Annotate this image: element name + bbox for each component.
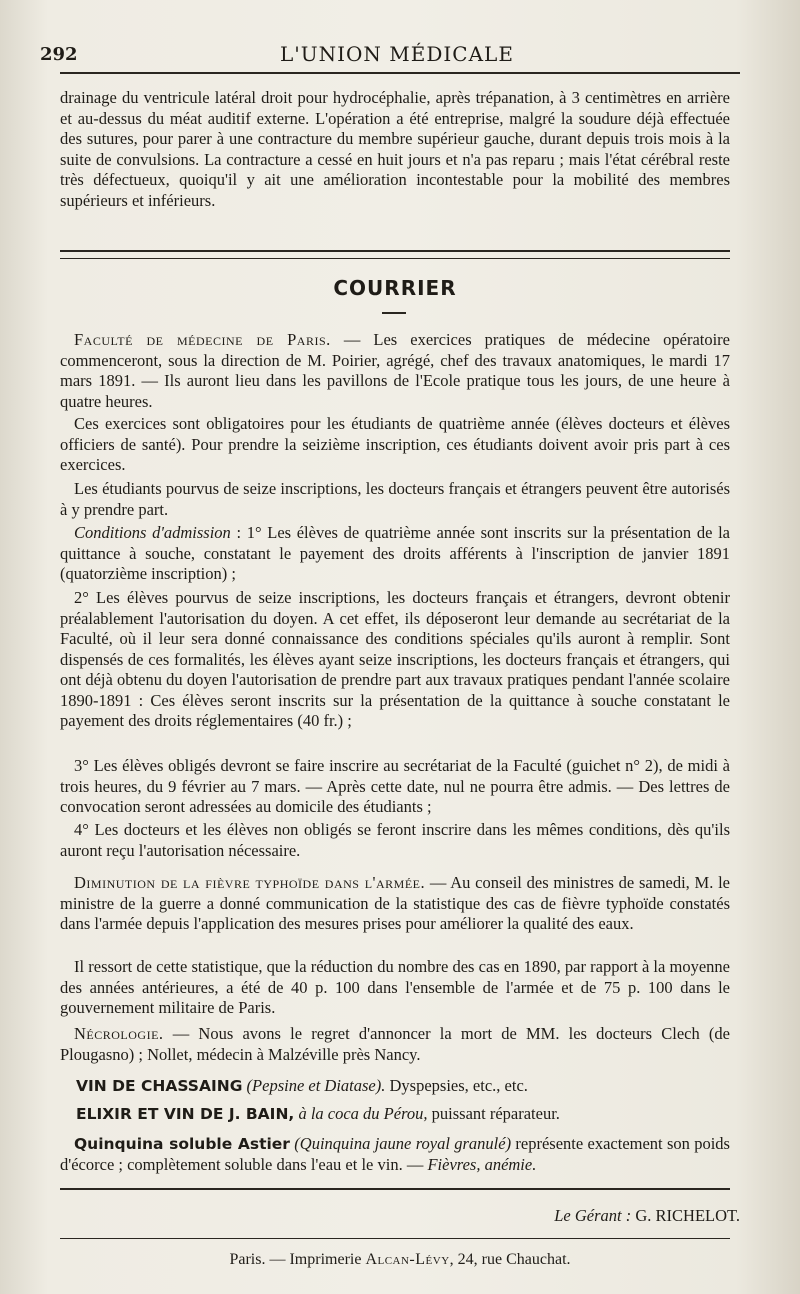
signature-name: G. RICHELOT.: [631, 1206, 740, 1225]
typhoide-text-1: — Au conseil des ministres de samedi, M. le ministre de la guerre a donné communication de la statistique des cas de fièvre typhoïde constatés dans l'armée depuis l'application des mesures prises pour améliorer la qualité des eaux.: [60, 873, 731, 933]
faculte-text-4: : 1° Les élèves de quatrième année sont inscrits sur la présentation de la quittance à souche, constatant le payement des droits afférents à l'inscription de janvier 1891 (quatorzième inscription) ;: [60, 523, 731, 583]
ad-chassaing-name: VIN DE CHASSAING: [76, 1077, 243, 1095]
ad-bain-italic: à la coca du Pérou,: [294, 1104, 428, 1123]
ad-bain-text: puissant réparateur.: [427, 1104, 560, 1123]
title-dash: [382, 312, 406, 314]
imprint-printer: Alcan-Lévy: [365, 1251, 450, 1268]
ad-bain-name: ELIXIR ET VIN DE J. BAIN,: [76, 1105, 295, 1123]
ad-astier-name: Quinquina soluble Astier: [74, 1135, 290, 1153]
ad-astier-italic: (Quinquina jaune royal granulé): [289, 1134, 512, 1153]
necrologie-heading: Nécrologie.: [74, 1024, 164, 1043]
page-number: 292: [40, 44, 78, 65]
faculte-paragraph-3: Les étudiants pourvus de seize inscriptions, les docteurs français et étrangers peuvent être autorisés à y prendre part.: [60, 479, 730, 519]
advertisement-chassaing: [76, 1076, 756, 1097]
faculte-heading: Faculté de médecine de Paris.: [74, 330, 331, 349]
header-rule: [60, 72, 740, 74]
faculte-paragraph-4: [60, 523, 730, 585]
running-title: L'UNION MÉDICALE: [280, 42, 514, 66]
imprint: [0, 1251, 800, 1269]
bottom-rule: [60, 1188, 730, 1190]
intro-paragraph: drainage du ventricule latéral droit pour hydrocéphalie, après trépanation, à 3 centimètres en arrière et au-dessus du méat auditif externe. L'opération a été entreprise, malgré la soudure déjà effectuée des sutures, pour parer à une contracture du membre supérieur gauche, durant depuis trois mois à la suite de convulsions. La contracture a cessé en huit jours et n'a pas reparu ; mais l'état cérébral reste très défectueux, quoiqu'il y ait une amélioration incontestable pour la mobilité des membres supérieurs et inférieurs.: [60, 88, 730, 210]
ad-astier-text: représente exactement son poids d'écorce ; complètement soluble dans l'eau et le vin. —: [60, 1134, 730, 1174]
faculte-paragraph-6: 3° Les élèves obligés devront se faire inscrire au secrétariat de la Faculté (guichet n° 2), de midi à trois heures, du 9 février au 7 mars. — Après cette date, nul ne pourra être admis. — Des lettres de convocation seront adressées au domicile des étudiants ;: [60, 756, 730, 816]
imprint-suffix: , 24, rue Chauchat.: [449, 1251, 571, 1268]
typhoide-heading: Diminution de la fièvre typhoïde dans l'armée.: [74, 873, 426, 892]
faculte-text-1: — Les exercices pratiques de médecine opératoire commenceront, sous la direction de M. Poirier, agrégé, chef des travaux anatomiques, le mardi 17 mars 1891. — Ils auront lieu dans les pavillons de l'Ecole pratique tous les jours, de une heure à quatre heures.: [60, 330, 730, 411]
advertisement-astier: [60, 1134, 730, 1175]
signature-label: Le Gérant :: [554, 1206, 632, 1225]
typhoide-paragraph-1: [60, 873, 730, 935]
advertisement-bain: [76, 1104, 756, 1125]
ad-chassaing-text: Dyspepsies, etc., etc.: [385, 1076, 528, 1095]
section-divider: [60, 250, 730, 259]
imprint-prefix: Paris. — Imprimerie: [229, 1251, 366, 1268]
necrologie-paragraph: [60, 1024, 730, 1065]
ad-astier-tail: Fièvres, anémie.: [427, 1154, 537, 1174]
faculte-paragraph-2: Ces exercices sont obligatoires pour les étudiants de quatrième année (élèves docteurs et élèves officiers de santé). Pour prendre la seizième inscription, ces étudiants doivent avoir pris part à ces exercices.: [60, 414, 730, 474]
conditions-label: Conditions d'admission: [74, 523, 231, 542]
faculte-paragraph-5: 2° Les élèves pourvus de seize inscriptions, les docteurs français et étrangers, devront obtenir préalablement l'autorisation du doyen. A cet effet, ils déposeront leur demande au secrétariat de la Faculté, où il leur sera donné connaissance des conditions spéciales qu'ils auront à remplir. Sont dispensés de ces formalités, les élèves ayant seize inscriptions, les docteurs français et étrangers, qui ont déjà obtenu du doyen l'autorisation de prendre part aux travaux pratiques pendant l'année scolaire 1890-1891 : Ces élèves seront inscrits sur la présentation de la quittance à souche constatant le payement des droits réglementaires (40 fr.) ;: [60, 588, 730, 730]
running-head: [40, 40, 720, 70]
signature: [460, 1206, 740, 1226]
necrologie-text: — Nous avons le regret d'annoncer la mort de MM. les docteurs Clech (de Plougasno) ; Nollet, médecin à Malzéville près Nancy.: [60, 1024, 730, 1064]
ad-chassaing-italic: (Pepsine et Diatase).: [246, 1076, 386, 1095]
footer-rule: [60, 1238, 730, 1239]
faculte-paragraph-7: 4° Les docteurs et les élèves non obligés se feront inscrire dans les mêmes conditions, dès qu'ils auront reçu l'autorisation nécessaire.: [60, 820, 730, 860]
typhoide-paragraph-2: Il ressort de cette statistique, que la réduction du nombre des cas en 1890, par rapport à la moyenne des années antérieures, a été de 40 p. 100 dans l'ensemble de l'armée et de 75 p. 100 dans le gouvernement militaire de Paris.: [60, 957, 730, 1017]
faculte-paragraph-1: [60, 330, 730, 412]
section-title: COURRIER: [333, 276, 457, 300]
